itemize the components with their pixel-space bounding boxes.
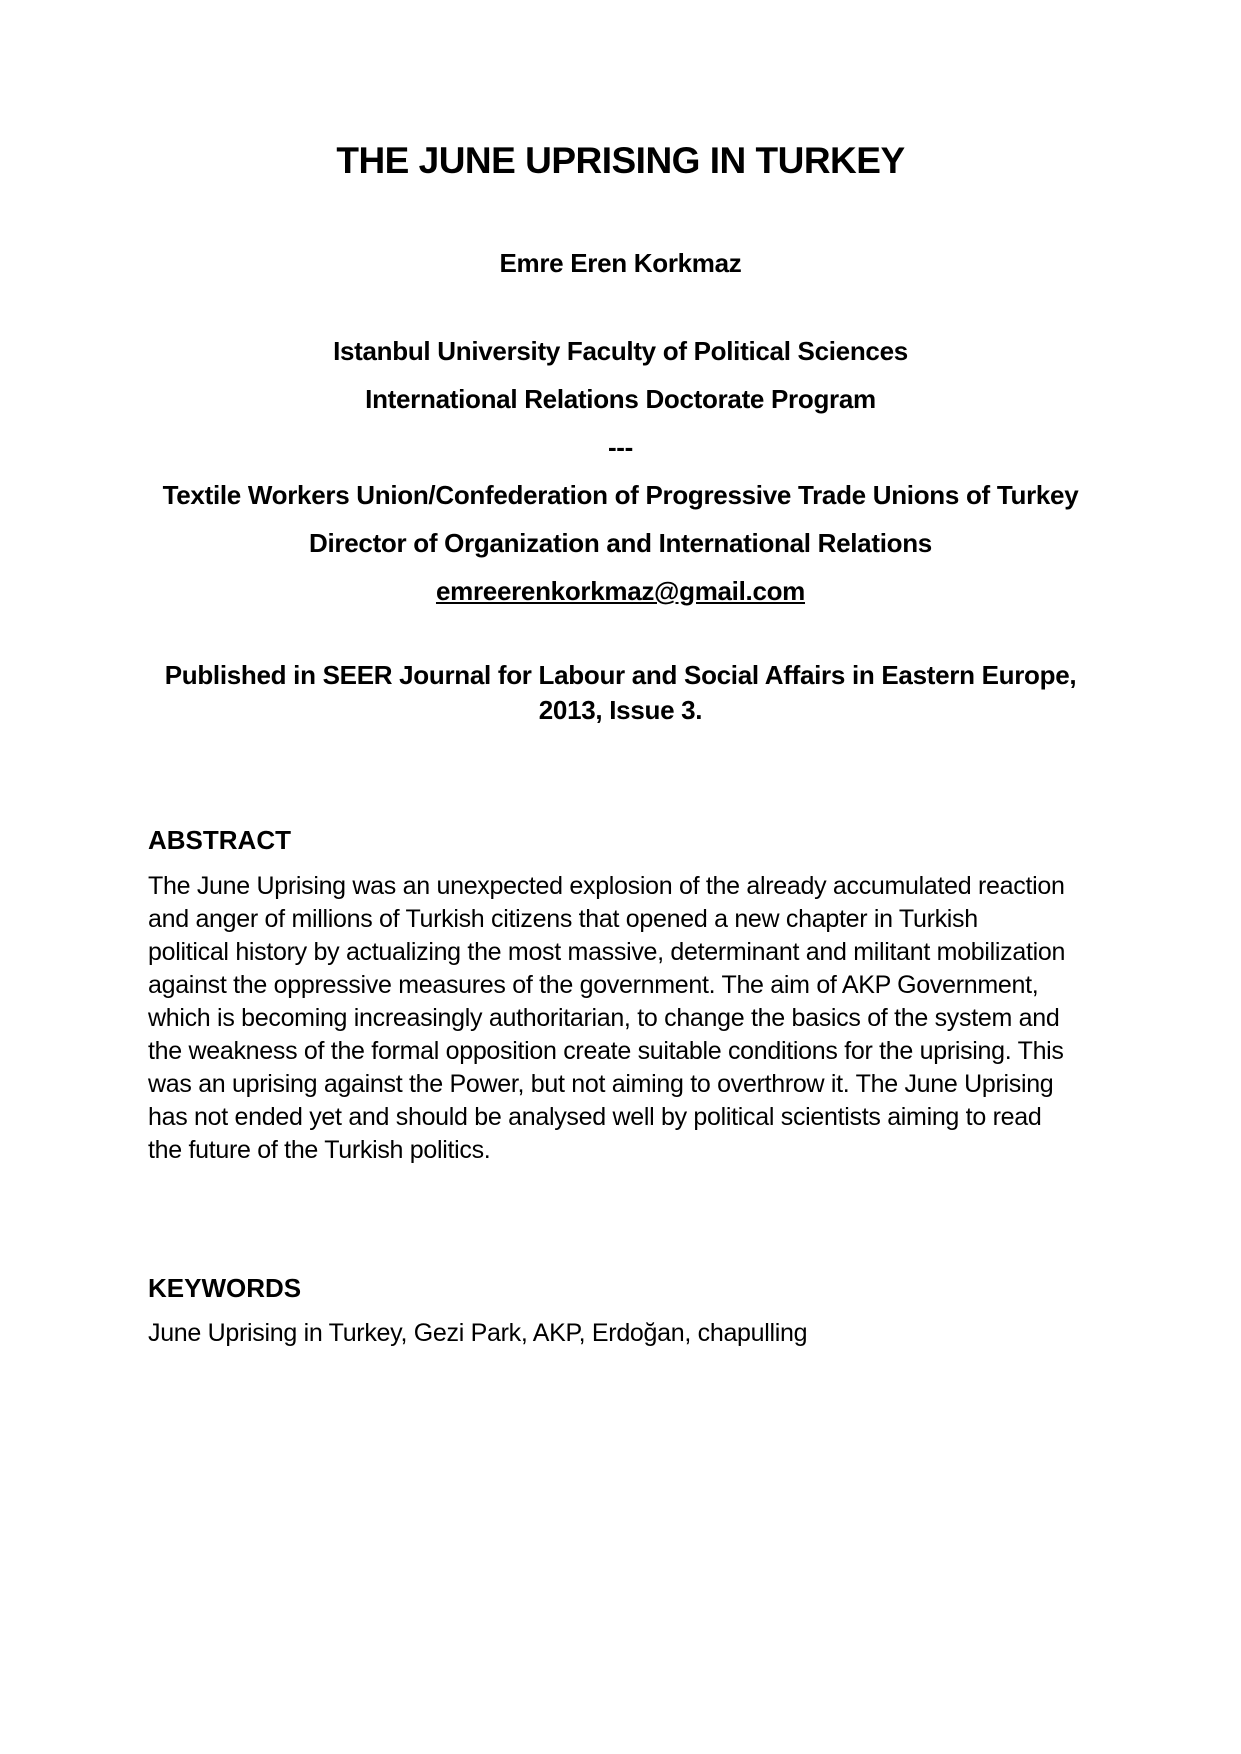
affiliation-program: International Relations Doctorate Program — [365, 384, 876, 414]
keywords-list: June Uprising in Turkey, Gezi Park, AKP, Erdoğan, chapulling — [148, 1319, 808, 1347]
separator-dashes: --- — [607, 432, 634, 462]
abstract-paragraph — [148, 870, 1093, 1167]
author-name: Emre Eren Korkmaz — [499, 248, 742, 278]
abstract-line: political history by actualizing the most massive, determinant and militant mobilization — [148, 938, 1066, 966]
affiliation-role: Director of Organization and International Relations — [309, 528, 932, 558]
abstract-heading: ABSTRACT — [148, 825, 291, 855]
keywords-heading: KEYWORDS — [148, 1273, 302, 1303]
published-note-line-2: 2013, Issue 3. — [538, 695, 703, 725]
affiliation-union: Textile Workers Union/Confederation of Progressive Trade Unions of Turkey — [162, 480, 1079, 510]
abstract-line: was an uprising against the Power, but not aiming to overthrow it. The June Uprising — [148, 1070, 1054, 1098]
abstract-line: the weakness of the formal opposition create suitable conditions for the uprising. This — [148, 1037, 1064, 1065]
abstract-line: the future of the Turkish politics. — [148, 1136, 491, 1164]
abstract-line: which is becoming increasingly authoritarian, to change the basics of the system and — [148, 1004, 1060, 1032]
abstract-line: against the oppressive measures of the government. The aim of AKP Government, — [148, 971, 1039, 999]
email-line — [148, 576, 1093, 607]
abstract-line: and anger of millions of Turkish citizens that opened a new chapter in Turkish — [148, 905, 978, 933]
published-note-line-1: Published in SEER Journal for Labour and Social Affairs in Eastern Europe, — [164, 660, 1077, 690]
email-link[interactable]: emreerenkorkmaz@gmail.com — [435, 576, 806, 606]
affiliation-university: Istanbul University Faculty of Political Sciences — [333, 336, 908, 366]
abstract-line: has not ended yet and should be analysed well by political scientists aiming to read — [148, 1103, 1042, 1131]
paper-title: THE JUNE UPRISING IN TURKEY — [336, 140, 905, 181]
abstract-line: The June Uprising was an unexpected explosion of the already accumulated reaction — [148, 872, 1065, 900]
